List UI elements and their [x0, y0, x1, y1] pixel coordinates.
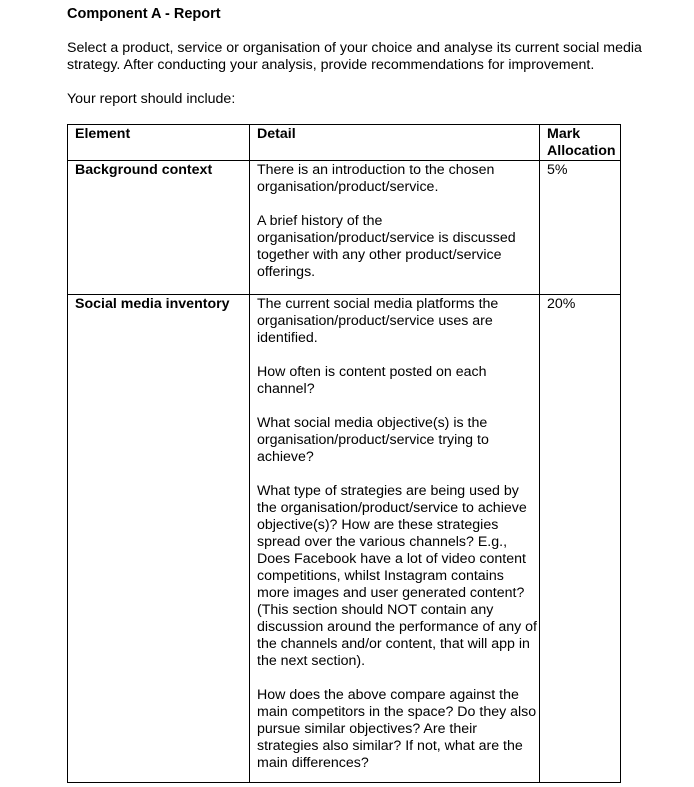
element-social-media-inventory: Social media inventory: [68, 295, 250, 783]
element-background-context: Background context: [68, 161, 250, 295]
header-mark-line1: Mark: [547, 126, 581, 142]
header-mark: [540, 125, 621, 161]
detail-paragraph: What social media objective(s) is the organisation/product/service trying to achieve?: [257, 415, 489, 465]
table-row: [68, 295, 621, 783]
report-heading: Component A - Report: [67, 6, 221, 22]
detail-paragraph: How often is content posted on each channel?: [257, 364, 487, 397]
detail-paragraph: What type of strategies are being used by the organisation/product/service to achieve objective(s)? How are these strategies spread over the various channels? E.g., Does Facebook have a lot of video content competitions, whilst Instagram contains more images and user generated content? (This section should NOT contain any discussion around the performance of any of the channels and/or content, that will app in the next section).: [257, 483, 537, 669]
include-label: Your report should include:: [67, 91, 236, 107]
table-row: [68, 161, 621, 295]
header-element: Element: [68, 125, 250, 161]
detail-paragraph: The current social media platforms the organisation/product/service uses are identified.: [257, 296, 499, 346]
marking-table: [67, 124, 621, 783]
detail-paragraph: There is an introduction to the chosen organisation/product/service.: [257, 162, 495, 195]
intro-paragraph: Select a product, service or organisation of your choice and analyse its current social media strategy. After conducting your analysis, provide recommendations for improvement.: [67, 40, 642, 73]
detail-paragraph: A brief history of the organisation/product/service is discussed together with any other product/service offerings.: [257, 213, 516, 280]
detail-paragraph: How does the above compare against the main competitors in the space? Do they also pursue similar objectives? Are their strategies also similar? If not, what are the main differences?: [257, 687, 537, 771]
detail-social-media-inventory: [250, 295, 540, 783]
header-mark-line2: Allocation: [547, 143, 616, 159]
header-detail: Detail: [250, 125, 540, 161]
table-header-row: [68, 125, 621, 161]
mark-social-media-inventory: 20%: [540, 295, 621, 783]
mark-background-context: 5%: [540, 161, 621, 295]
detail-background-context: [250, 161, 540, 295]
